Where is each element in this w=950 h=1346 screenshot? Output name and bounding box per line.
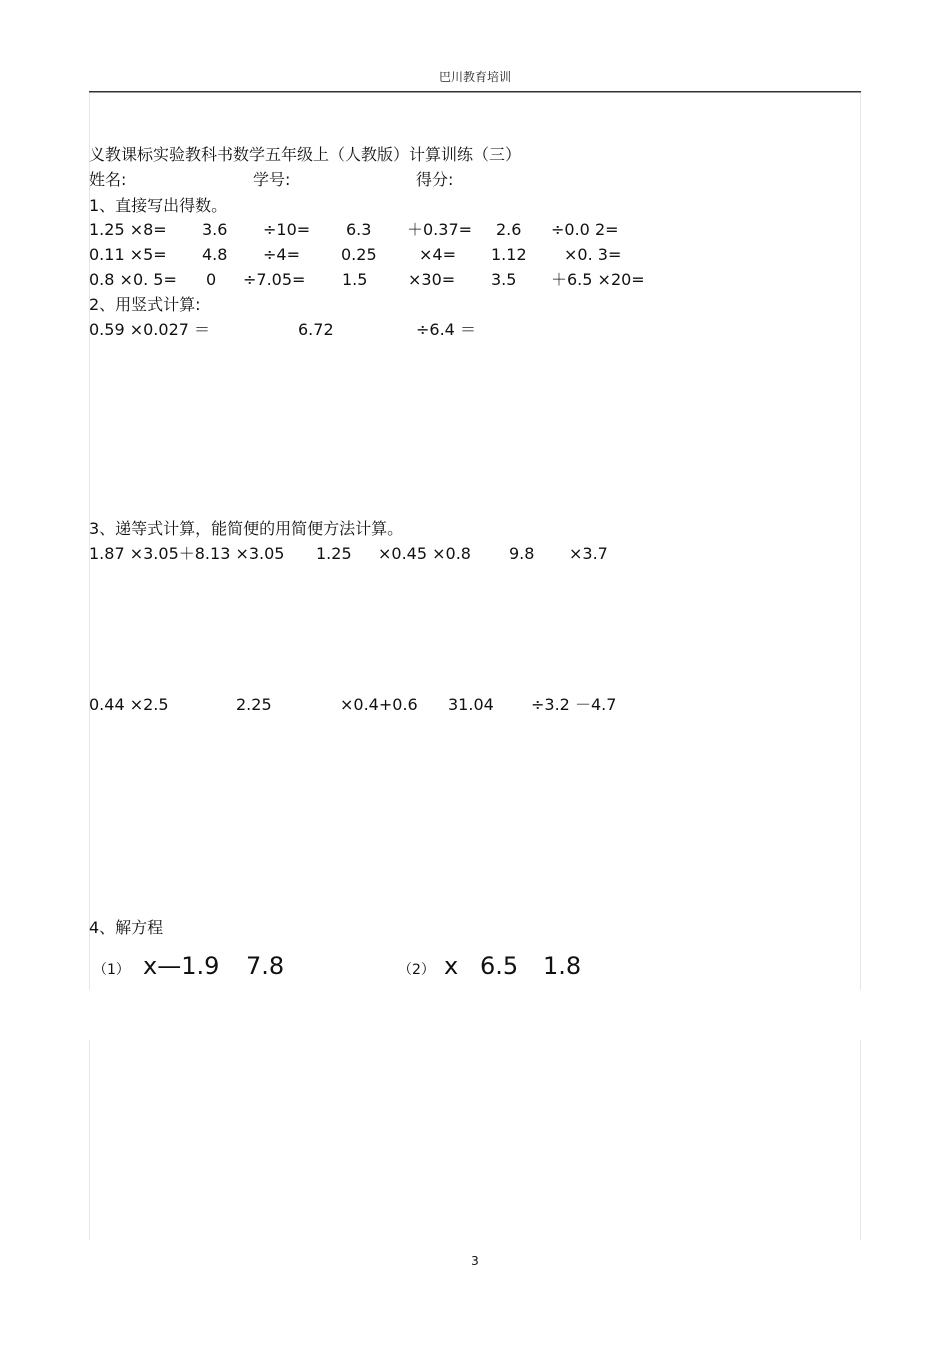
- s1-r1-c6: 2.6: [496, 220, 522, 239]
- s1-r2-c4: 0.25: [341, 245, 377, 264]
- student-id-label: 学号:: [253, 170, 291, 189]
- s3-r1-c5: ×3.7: [569, 544, 608, 563]
- header-rule: [89, 91, 861, 92]
- s3-r1-c2: 1.25: [316, 544, 352, 563]
- document-title: 义教课标实验教科书数学五年级上（人教版）计算训练（三）: [89, 145, 522, 164]
- section1-heading: 1、直接写出得数。: [89, 196, 228, 215]
- name-label: 姓名:: [89, 170, 127, 189]
- s3-r2-c1: 0.44 ×2.5: [89, 695, 169, 714]
- s1-r3-c5: ×30=: [408, 270, 456, 289]
- s1-r3-c4: 1.5: [342, 270, 368, 289]
- s1-r2-c2: 4.8: [202, 245, 228, 264]
- s3-r2-c4: 31.04: [448, 695, 494, 714]
- right-border-lower: [860, 1040, 861, 1240]
- s1-r1-c5: ＋0.37=: [407, 220, 473, 239]
- s3-r2-c2: 2.25: [236, 695, 272, 714]
- s1-r1-c3: ÷10=: [263, 220, 311, 239]
- s1-r1-c2: 3.6: [202, 220, 228, 239]
- s1-r3-c3: ÷7.05=: [243, 270, 306, 289]
- s1-r2-c7: ×0. 3=: [564, 245, 622, 264]
- section3-heading: 3、递等式计算，能简便的用简便方法计算。: [89, 519, 404, 538]
- s1-r3-c7: ＋6.5 ×20=: [551, 270, 645, 289]
- s1-r3-c2: 0: [206, 270, 217, 289]
- left-border-lower: [89, 1040, 90, 1240]
- s3-r2-c5: ÷3.2 －4.7: [531, 695, 617, 714]
- eq1-part-2: 7.8: [246, 952, 285, 980]
- s1-r1-c7: ÷0.0 2=: [551, 220, 619, 239]
- s2-item-2: 6.72: [298, 320, 334, 339]
- s1-r2-c6: 1.12: [491, 245, 527, 264]
- s3-r1-c1: 1.87 ×3.05＋8.13 ×3.05: [89, 544, 285, 563]
- section2-heading: 2、用竖式计算:: [89, 295, 201, 314]
- eq2-part-1: x: [444, 952, 459, 980]
- s3-r1-c4: 9.8: [509, 544, 535, 563]
- section4-heading: 4、解方程: [89, 918, 164, 937]
- s1-r3-c6: 3.5: [491, 270, 517, 289]
- eq1-number: （1）: [93, 962, 130, 978]
- right-border-upper: [860, 93, 861, 990]
- s1-r2-c3: ÷4=: [263, 245, 300, 264]
- s1-r1-c1: 1.25 ×8=: [89, 220, 167, 239]
- s3-r2-c3: ×0.4+0.6: [340, 695, 418, 714]
- s2-item-3: ÷6.4 ＝: [416, 320, 476, 339]
- s1-r2-c5: ×4=: [419, 245, 456, 264]
- eq2-number: （2）: [398, 962, 435, 978]
- s1-r1-c4: 6.3: [346, 220, 372, 239]
- s3-r1-c3: ×0.45 ×0.8: [378, 544, 471, 563]
- page-number: 3: [471, 1254, 479, 1268]
- s1-r3-c1: 0.8 ×0. 5=: [89, 270, 177, 289]
- score-label: 得分:: [416, 170, 454, 189]
- header-org: 巴川教育培训: [438, 70, 511, 84]
- s1-r2-c1: 0.11 ×5=: [89, 245, 167, 264]
- eq2-part-3: 1.8: [543, 952, 582, 980]
- s2-item-1: 0.59 ×0.027 ＝: [89, 320, 211, 339]
- eq1-part-1: x—1.9: [143, 952, 220, 980]
- eq2-part-2: 6.5: [480, 952, 519, 980]
